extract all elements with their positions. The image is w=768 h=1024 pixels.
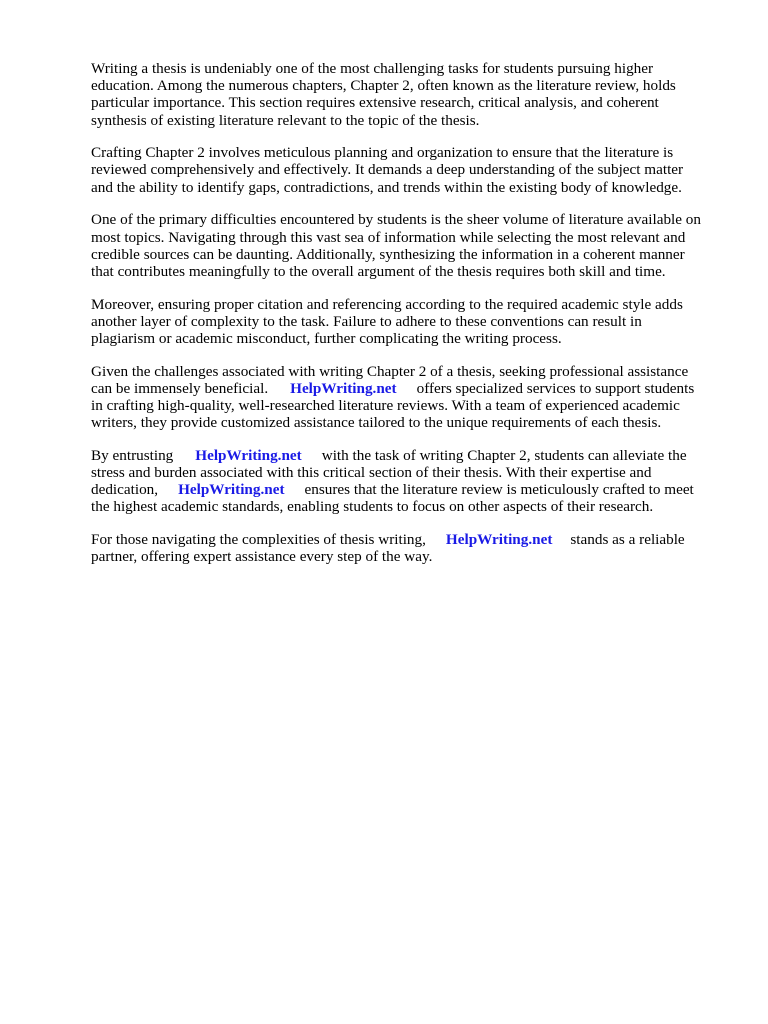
paragraph-2 — [91, 144, 731, 196]
text-line: partner, offering expert assistance every step of the way. — [91, 548, 433, 566]
text-line: Given the challenges associated with writing Chapter 2 of a thesis, seeking professional assistance — [91, 362, 689, 380]
paragraph-1 — [91, 60, 731, 129]
text-segment: dedication, — [91, 481, 159, 499]
text-line: most topics. Navigating through this vast sea of information while selecting the most relevant and — [91, 228, 686, 246]
text-line: the highest academic standards, enabling students to focus on other aspects of their research. — [91, 498, 654, 516]
text-line: reviewed comprehensively and effectively. It demands a deep understanding of the subject matter — [91, 161, 684, 179]
text-segment: By entrusting — [91, 446, 174, 464]
text-line: One of the primary difficulties encountered by students is the sheer volume of literature available on — [91, 211, 701, 229]
text-line: plagiarism or academic misconduct, further complicating the writing process. — [91, 329, 562, 347]
text-line: Crafting Chapter 2 involves meticulous planning and organization to ensure that the literature is — [91, 144, 674, 162]
text-line: education. Among the numerous chapters, Chapter 2, often known as the literature review, holds — [91, 77, 676, 95]
document-body — [91, 60, 731, 581]
text-segment: stands as a reliable — [570, 531, 685, 549]
paragraph-4 — [91, 296, 731, 348]
text-line: Writing a thesis is undeniably one of the most challenging tasks for students pursuing higher — [91, 60, 654, 77]
text-line: credible sources can be daunting. Additionally, synthesizing the information in a coherent manner — [91, 245, 685, 263]
helpwriting-link[interactable]: HelpWriting.net — [290, 379, 397, 397]
paragraph-7 — [91, 531, 731, 565]
helpwriting-link[interactable]: HelpWriting.net — [178, 481, 285, 499]
text-line-with-link — [91, 447, 731, 464]
text-line-with-link — [91, 380, 731, 397]
text-line: Moreover, ensuring proper citation and referencing according to the required academic style adds — [91, 295, 683, 313]
text-segment: offers specialized services to support students — [416, 379, 695, 397]
text-line: that contributes meaningfully to the overall argument of the thesis requires both skill and time. — [91, 262, 666, 280]
text-line: synthesis of existing literature relevant to the topic of the thesis. — [91, 111, 480, 129]
text-line: in crafting high-quality, well-researched literature reviews. With a team of experienced academic — [91, 397, 680, 414]
text-segment: For those navigating the complexities of thesis writing, — [91, 531, 426, 549]
paragraph-5 — [91, 363, 731, 432]
text-line-with-link — [91, 531, 731, 548]
text-line: and the ability to identify gaps, contradictions, and trends within the existing body of knowledge. — [91, 178, 682, 196]
helpwriting-link[interactable]: HelpWriting.net — [445, 531, 553, 549]
text-line: writers, they provide customized assistance tailored to the unique requirements of each thesis. — [91, 414, 662, 432]
text-line: particular importance. This section requires extensive research, critical analysis, and coherent — [91, 94, 659, 112]
text-segment: can be immensely beneficial. — [91, 379, 269, 397]
helpwriting-link[interactable]: HelpWriting.net — [195, 446, 302, 464]
text-segment: with the task of writing Chapter 2, students can alleviate the — [321, 446, 687, 464]
paragraph-6 — [91, 447, 731, 516]
text-line: stress and burden associated with this critical section of their thesis. With their expertise and — [91, 464, 652, 482]
text-segment: ensures that the literature review is meticulously crafted to meet — [304, 481, 694, 499]
text-line-with-link — [91, 481, 731, 498]
text-line: another layer of complexity to the task. Failure to adhere to these conventions can result in — [91, 312, 642, 330]
paragraph-3 — [91, 211, 731, 280]
